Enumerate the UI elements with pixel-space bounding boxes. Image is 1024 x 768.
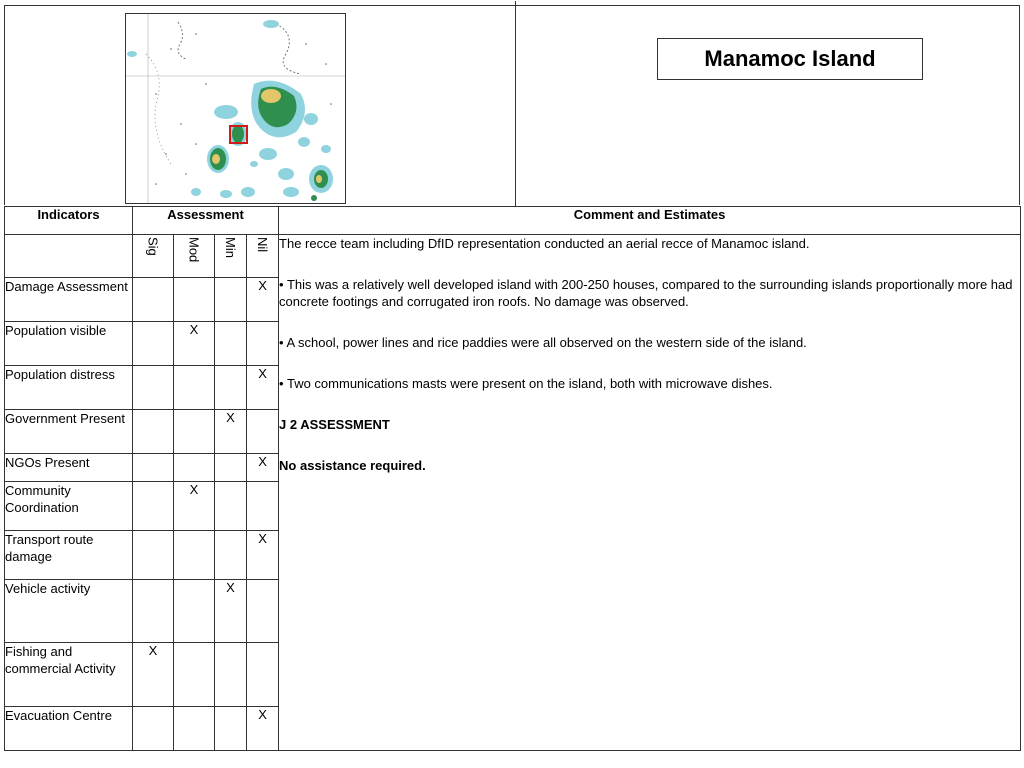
mark-nil <box>247 410 279 454</box>
blank-cell <box>5 235 133 278</box>
nautical-chart-graphic <box>126 14 345 203</box>
mark-mod: X <box>174 482 215 531</box>
indicator-label: Transport route damage <box>5 531 133 580</box>
level-sig-header <box>133 235 174 278</box>
assessment-heading: J 2 ASSESSMENT <box>279 417 390 432</box>
indicator-label: Damage Assessment <box>5 278 133 322</box>
indicator-label: Community Coordination <box>5 482 133 531</box>
mark-nil: X <box>247 707 279 751</box>
assessment-header: Assessment <box>133 207 279 235</box>
mark-min: X <box>215 580 247 643</box>
mark-mod <box>174 580 215 643</box>
mark-sig <box>133 366 174 410</box>
level-min-header <box>215 235 247 278</box>
mark-nil <box>247 580 279 643</box>
mark-nil: X <box>247 278 279 322</box>
indicator-label: NGOs Present <box>5 454 133 482</box>
comments-header: Comment and Estimates <box>279 207 1021 235</box>
mark-nil <box>247 482 279 531</box>
mark-sig <box>133 410 174 454</box>
mark-nil <box>247 643 279 707</box>
indicator-label: Population visible <box>5 322 133 366</box>
level-mod-header <box>174 235 215 278</box>
mark-sig <box>133 707 174 751</box>
assessment-table <box>4 206 1021 751</box>
mark-min <box>215 643 247 707</box>
level-label: Sig <box>145 237 161 256</box>
comment-bullet: • This was a relatively well developed island with 200-250 houses, compared to the surrounding islands proportionally more had concrete footings and corrugated iron roofs. No damage was observed. <box>279 277 1013 309</box>
comments-cell <box>279 235 1021 751</box>
indicator-label: Fishing and commercial Activity <box>5 643 133 707</box>
mark-mod <box>174 707 215 751</box>
mark-nil <box>247 322 279 366</box>
mark-min <box>215 278 247 322</box>
comment-bullet: • Two communications masts were present on the island, both with microwave dishes. <box>279 376 773 391</box>
mark-nil: X <box>247 531 279 580</box>
level-label: Nil <box>255 237 271 253</box>
mark-min: X <box>215 410 247 454</box>
mark-sig <box>133 278 174 322</box>
mark-sig <box>133 531 174 580</box>
header-section <box>4 5 1020 205</box>
mark-mod <box>174 531 215 580</box>
mark-mod: X <box>174 322 215 366</box>
mark-min <box>215 366 247 410</box>
indicators-header: Indicators <box>5 207 133 235</box>
mark-mod <box>174 410 215 454</box>
mark-nil: X <box>247 454 279 482</box>
indicator-label: Vehicle activity <box>5 580 133 643</box>
mark-min <box>215 322 247 366</box>
mark-sig <box>133 580 174 643</box>
page-title: Manamoc Island <box>657 38 923 80</box>
mark-sig <box>133 454 174 482</box>
mark-mod <box>174 278 215 322</box>
indicator-label: Evacuation Centre <box>5 707 133 751</box>
comment-intro: The recce team including DfID representation conducted an aerial recce of Manamoc island. <box>279 236 810 251</box>
mark-mod <box>174 454 215 482</box>
level-nil-header <box>247 235 279 278</box>
mark-mod <box>174 366 215 410</box>
subheader-row <box>5 235 1021 278</box>
mark-min <box>215 454 247 482</box>
level-label: Mod <box>186 237 202 263</box>
level-label: Min <box>223 237 238 258</box>
indicator-label: Population distress <box>5 366 133 410</box>
mark-min <box>215 707 247 751</box>
map-image <box>125 13 346 204</box>
header-divider <box>515 6 516 206</box>
mark-sig <box>133 322 174 366</box>
mark-min <box>215 531 247 580</box>
mark-mod <box>174 643 215 707</box>
mark-sig <box>133 482 174 531</box>
indicator-label: Government Present <box>5 410 133 454</box>
mark-sig: X <box>133 643 174 707</box>
header-row <box>5 207 1021 235</box>
mark-min <box>215 482 247 531</box>
assessment-conclusion: No assistance required. <box>279 458 426 473</box>
comment-bullet: • A school, power lines and rice paddies were all observed on the western side of the island. <box>279 335 807 350</box>
mark-nil: X <box>247 366 279 410</box>
